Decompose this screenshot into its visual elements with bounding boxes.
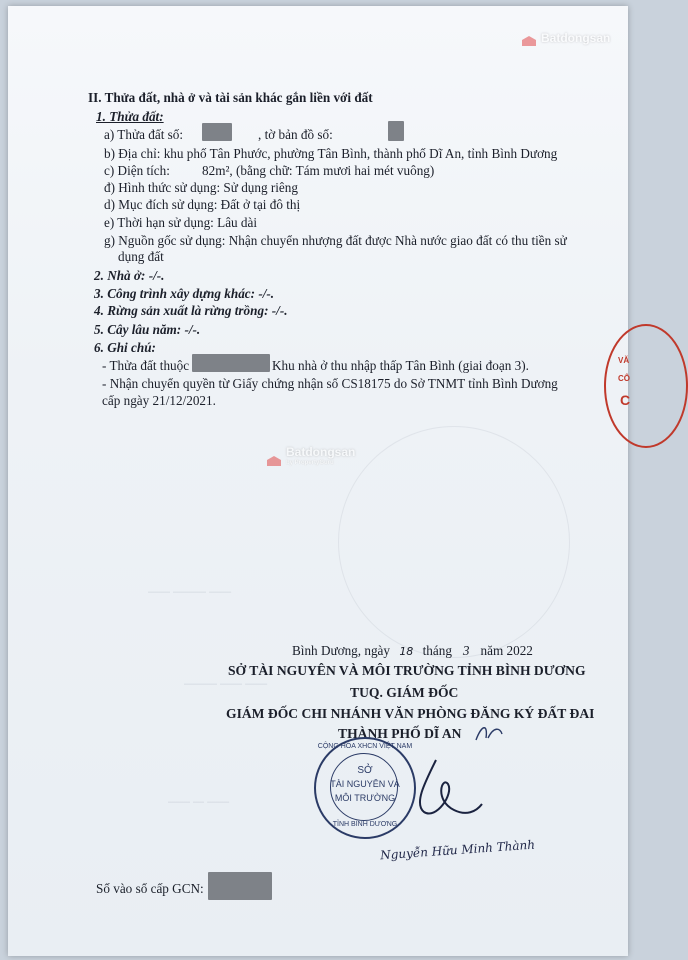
note-1-start: - Thửa đất thuộc <box>102 358 190 373</box>
place-date: Bình Dương, ngày 18 tháng 3 năm 2022 <box>292 643 533 658</box>
notes-heading: 6. Ghi chú: <box>94 340 156 355</box>
watermark-brand: Batdongsan <box>286 445 356 459</box>
note-2-line2: cấp ngày 21/12/2021. <box>102 393 216 408</box>
forest-item: 4. Rừng sản xuất là rừng trồng: -/-. <box>94 303 288 318</box>
certificate-page: Batdongsan Batdongsan by PropertyGuru II. Thửa đất, nhà ở và tài sản khác gắn liền với đất 1. Thửa đất: a) Thửa đất số: , tờ bản đồ số: b) Địa chỉ: khu phố Tân Phước, phường Tân Bình, thành phố Dĩ An, tỉnh Bình Dương c) Diện tích: 82m², (bằng chữ: Tám mươi hai mét vuông) đ) Hình thức sử dụng: Sử dụng riêng d) Mục đích sử dụng: Đất ở tại đô thị e) Thời hạn sử dụng: Lâu dài g) Nguồn gốc sử dụng: Nhận chuyển nhượng đất được Nhà nước giao đất có thu tiền sử dụng đất 2. Nhà ở: -/-. 3. Công trình xây dựng khác: -/-. 4. Rừng sản xuất là rừng trồng: -/-. 5. Cây lâu năm: -/-. 6. Ghi chú: - Thửa đất thuộc Khu nhà ở thu nhập thấp Tân Bình (giai đoạn 3). - Nhận chuyển quyền từ Giấy chứng nhận số CS18175 do Sở TNMT tỉnh Bình Dương cấp ngày 21/12/2021. VĂ CÔ C —— ——— —— ——— —— —— —— — —— Bình Dương, ngày 18 tháng 3 năm 2022 SỞ TÀI NGUYÊN VÀ MÔI TRƯỜNG TỈNH BÌNH DƯƠNG TUQ. GIÁM ĐỐC GIÁM ĐỐC CHI NHÁNH VĂN PHÒNG ĐĂNG KÝ ĐẤT ĐAI THÀNH PHỐ DĨ AN CỘNG HÒA XHCN VIỆT NAM SỞ TÀI NGUYÊN VÀ MÔI TRƯỜNG TỈNH BÌNH DƯƠNG Nguyễn Hữu Minh Thành Số vào sổ cấp GCN: <box>8 6 628 956</box>
redacted-project-name <box>192 354 270 372</box>
land-number-label: a) Thửa đất số: <box>104 127 184 142</box>
land-area-value: 82m², (bằng chữ: Tám mươi hai mét vuông) <box>202 163 435 178</box>
red-stamp: VĂ CÔ C <box>604 324 688 448</box>
signature-scribble <box>384 754 484 824</box>
authorized-by: TUQ. GIÁM ĐỐC <box>350 685 459 700</box>
land-address: b) Địa chỉ: khu phố Tân Phước, phường Tân Bình, thành phố Dĩ An, tỉnh Bình Dương <box>104 146 558 161</box>
initial-mark <box>474 722 504 744</box>
authority-name: SỞ TÀI NGUYÊN VÀ MÔI TRƯỜNG TỈNH BÌNH DƯƠNG <box>228 663 586 678</box>
official-seal: CỘNG HÒA XHCN VIỆT NAM SỞ TÀI NGUYÊN VÀ MÔI TRƯỜNG TỈNH BÌNH DƯƠNG <box>314 737 416 839</box>
city-branch: THÀNH PHỐ DĨ AN <box>338 726 462 741</box>
land-origin-line2: dụng đất <box>118 249 164 264</box>
house-logo-icon <box>521 30 537 46</box>
trees-item: 5. Cây lâu năm: -/-. <box>94 322 201 337</box>
watermark-brand: Batdongsan <box>541 30 611 45</box>
house-logo-icon <box>266 450 282 466</box>
map-sheet-label: , tờ bản đồ số: <box>258 127 333 142</box>
land-term: e) Thời hạn sử dụng: Lâu dài <box>104 215 258 230</box>
register-label: Số vào sổ cấp GCN: <box>96 881 204 896</box>
redacted-map-sheet <box>388 121 404 141</box>
watermark-center <box>266 447 355 469</box>
note-2-line1: - Nhận chuyển quyền từ Giấy chứng nhận số CS18175 do Sở TNMT tỉnh Bình Dương <box>102 376 558 391</box>
redacted-parcel-number <box>202 123 232 141</box>
land-heading: 1. Thửa đất: <box>96 109 164 124</box>
land-purpose: d) Mục đích sử dụng: Đất ở tại đô thị <box>104 197 301 212</box>
watermark-top <box>521 30 610 46</box>
signer-name: Nguyễn Hữu Minh Thành <box>379 837 536 863</box>
house-item: 2. Nhà ở: -/-. <box>94 268 165 283</box>
land-usage-form: đ) Hình thức sử dụng: Sử dụng riêng <box>104 180 298 195</box>
director-title: GIÁM ĐỐC CHI NHÁNH VĂN PHÒNG ĐĂNG KÝ ĐẤT ĐAI <box>226 706 595 721</box>
issue-month: 3 <box>462 643 470 658</box>
faint-background-seal <box>338 426 570 658</box>
note-1-end: Khu nhà ở thu nhập thấp Tân Bình (giai đoạn 3). <box>272 358 529 373</box>
redacted-register-number <box>208 872 272 900</box>
watermark-tagline: by PropertyGuru <box>286 460 334 466</box>
section-heading: II. Thửa đất, nhà ở và tài sản khác gắn liền với đất <box>88 90 373 105</box>
construction-item: 3. Công trình xây dựng khác: -/-. <box>94 286 275 301</box>
land-origin-line1: g) Nguồn gốc sử dụng: Nhận chuyển nhượng đất được Nhà nước giao đất có thu tiền sử <box>104 233 567 248</box>
land-area-label: c) Diện tích: <box>104 163 170 178</box>
issue-day: 18 <box>399 645 414 658</box>
